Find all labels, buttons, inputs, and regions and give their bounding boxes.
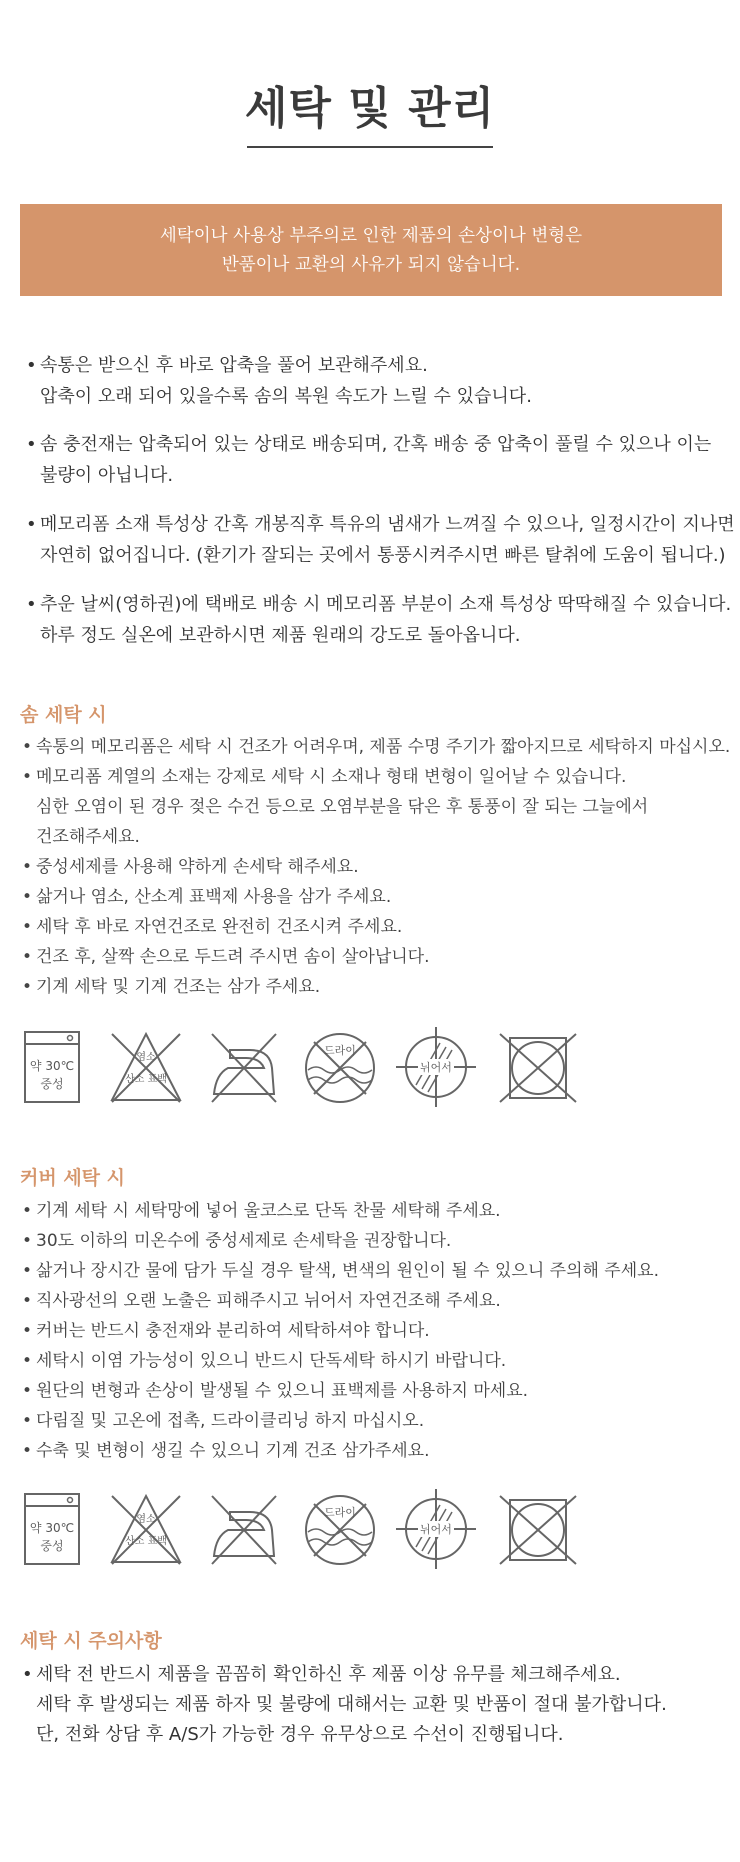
list-item: • 속통의 메모리폼은 세탁 시 건조가 어려우며, 제품 수명 주기가 짧아지므로 세탁하지 마십시오. [22,732,732,762]
list-item: • 직사광선의 오랜 노출은 피해주시고 뉘어서 자연건조해 주세요. [22,1286,732,1316]
no-tumble-dry-icon [496,1028,580,1106]
no-iron-icon [206,1490,282,1568]
icon-label: 산소 표백 [125,1536,167,1547]
intro-item [26,589,732,651]
care-icons-cotton [20,1028,590,1108]
title-underline [247,146,493,148]
list-item: • 기계 세탁 시 세탁망에 넣어 울코스로 단독 찬물 세탁해 주세요. [22,1196,732,1226]
list-item: 세탁 후 발생되는 제품 하자 및 불량에 대해서는 교환 및 반품이 절대 불가합니다. [36,1694,667,1715]
icon-label: 산소 표백 [125,1074,167,1085]
intro-line: 자연히 없어집니다. (환기가 잘되는 곳에서 통풍시켜주시면 빠른 탈취에 도움이 됩니다.) [40,545,726,566]
list-item: • 30도 이하의 미온수에 중성세제로 손세탁을 권장합니다. [22,1226,732,1256]
wash-30-icon [22,1028,82,1106]
cover-wash-list [22,1196,732,1466]
no-dry-clean-icon [302,1490,378,1568]
list-item: • 메모리폼 계열의 소재는 강제로 세탁 시 소재나 형태 변형이 일어날 수 있습니다. [22,762,732,792]
dry-flat-shade-icon [394,1487,478,1571]
no-tumble-dry-icon [496,1490,580,1568]
icon-label: 드라이 [324,1044,356,1057]
list-item: • 세탁 전 반드시 제품을 꼼꼼히 확인하신 후 제품 이상 유무를 체크해주세요. [22,1660,732,1690]
wash-30-icon [22,1490,82,1568]
intro-item [26,509,735,571]
caution-list [22,1660,732,1750]
intro-line: • 솜 충전재는 압축되어 있는 상태로 배송되며, 간혹 배송 중 압축이 풀릴 수 있으나 이는 [26,429,726,460]
cover-wash-title: 커버 세탁 시 [20,1167,125,1189]
intro-item [26,350,726,412]
list-item: 심한 오염이 된 경우 젖은 수건 등으로 오염부분을 닦은 후 통풍이 잘 되는 그늘에서 [36,797,649,817]
no-dry-clean-icon [302,1028,378,1106]
no-iron-icon [206,1028,282,1106]
list-item: • 원단의 변형과 손상이 발생될 수 있으니 표백제를 사용하지 마세요. [22,1376,732,1406]
page-title: 세탁 및 관리 [244,83,496,134]
list-item: • 다림질 및 고온에 접촉, 드라이클리닝 하지 마십시오. [22,1406,732,1436]
icon-label: 약 30℃ [29,1521,75,1535]
list-item: 건조해주세요. [36,827,140,847]
no-bleach-icon [108,1490,184,1568]
intro-line: 불량이 아닙니다. [40,465,174,486]
list-item: 단, 전화 상담 후 A/S가 가능한 경우 유무상으로 수선이 진행됩니다. [36,1724,564,1745]
intro-line: • 메모리폼 소재 특성상 간혹 개봉직후 특유의 냄새가 느껴질 수 있으나, 일정시간이 지나면 [26,509,726,540]
list-item: • 기계 세탁 및 기계 건조는 삼가 주세요. [22,972,732,1002]
dry-flat-shade-icon [394,1025,478,1109]
notice-line: 반품이나 교환의 사유가 되지 않습니다. [221,255,521,275]
list-item: • 삶거나 염소, 산소계 표백제 사용을 삼가 주세요. [22,882,732,912]
no-bleach-icon [108,1028,184,1106]
list-item: • 세탁시 이염 가능성이 있으니 반드시 단독세탁 하시기 바랍니다. [22,1346,732,1376]
list-item: • 삶거나 장시간 물에 담가 두실 경우 탈색, 변색의 원인이 될 수 있으니 주의해 주세요. [22,1256,732,1286]
list-item: • 건조 후, 살짝 손으로 두드려 주시면 솜이 살아납니다. [22,942,732,972]
intro-item [26,429,726,491]
notice-line: 세탁이나 사용상 부주의로 인한 제품의 손상이나 변형은 [159,226,583,246]
notice-banner [20,204,722,296]
intro-line: 하루 정도 실온에 보관하시면 제품 원래의 강도로 돌아옵니다. [40,625,521,646]
list-item: • 세탁 후 바로 자연건조로 완전히 건조시켜 주세요. [22,912,732,942]
icon-label: 중성 [40,1077,64,1091]
intro-line: • 추운 날씨(영하권)에 택배로 배송 시 메모리폼 부분이 소재 특성상 딱딱해질 수 있습니다. [26,589,726,620]
intro-line: • 속통은 받으신 후 바로 압축을 풀어 보관해주세요. [26,350,726,381]
care-icons-cover [20,1490,590,1570]
cotton-wash-list [22,732,732,1002]
icon-label: 염소 [136,1514,156,1525]
icon-label: 염소 [136,1052,156,1063]
caution-title: 세탁 시 주의사항 [20,1630,162,1652]
icon-label: 드라이 [324,1506,356,1519]
icon-label: 중성 [40,1539,64,1553]
list-item: • 중성세제를 사용해 약하게 손세탁 해주세요. [22,852,732,882]
intro-line: 압축이 오래 되어 있을수록 솜의 복원 속도가 느릴 수 있습니다. [40,386,532,407]
icon-label: 뉘어서 [420,1061,452,1074]
icon-label: 뉘어서 [420,1523,452,1536]
cotton-wash-title: 솜 세탁 시 [20,704,107,726]
list-item: • 커버는 반드시 충전재와 분리하여 세탁하셔야 합니다. [22,1316,732,1346]
icon-label: 약 30℃ [29,1059,75,1073]
list-item: • 수축 및 변형이 생길 수 있으니 기계 건조 삼가주세요. [22,1436,732,1466]
